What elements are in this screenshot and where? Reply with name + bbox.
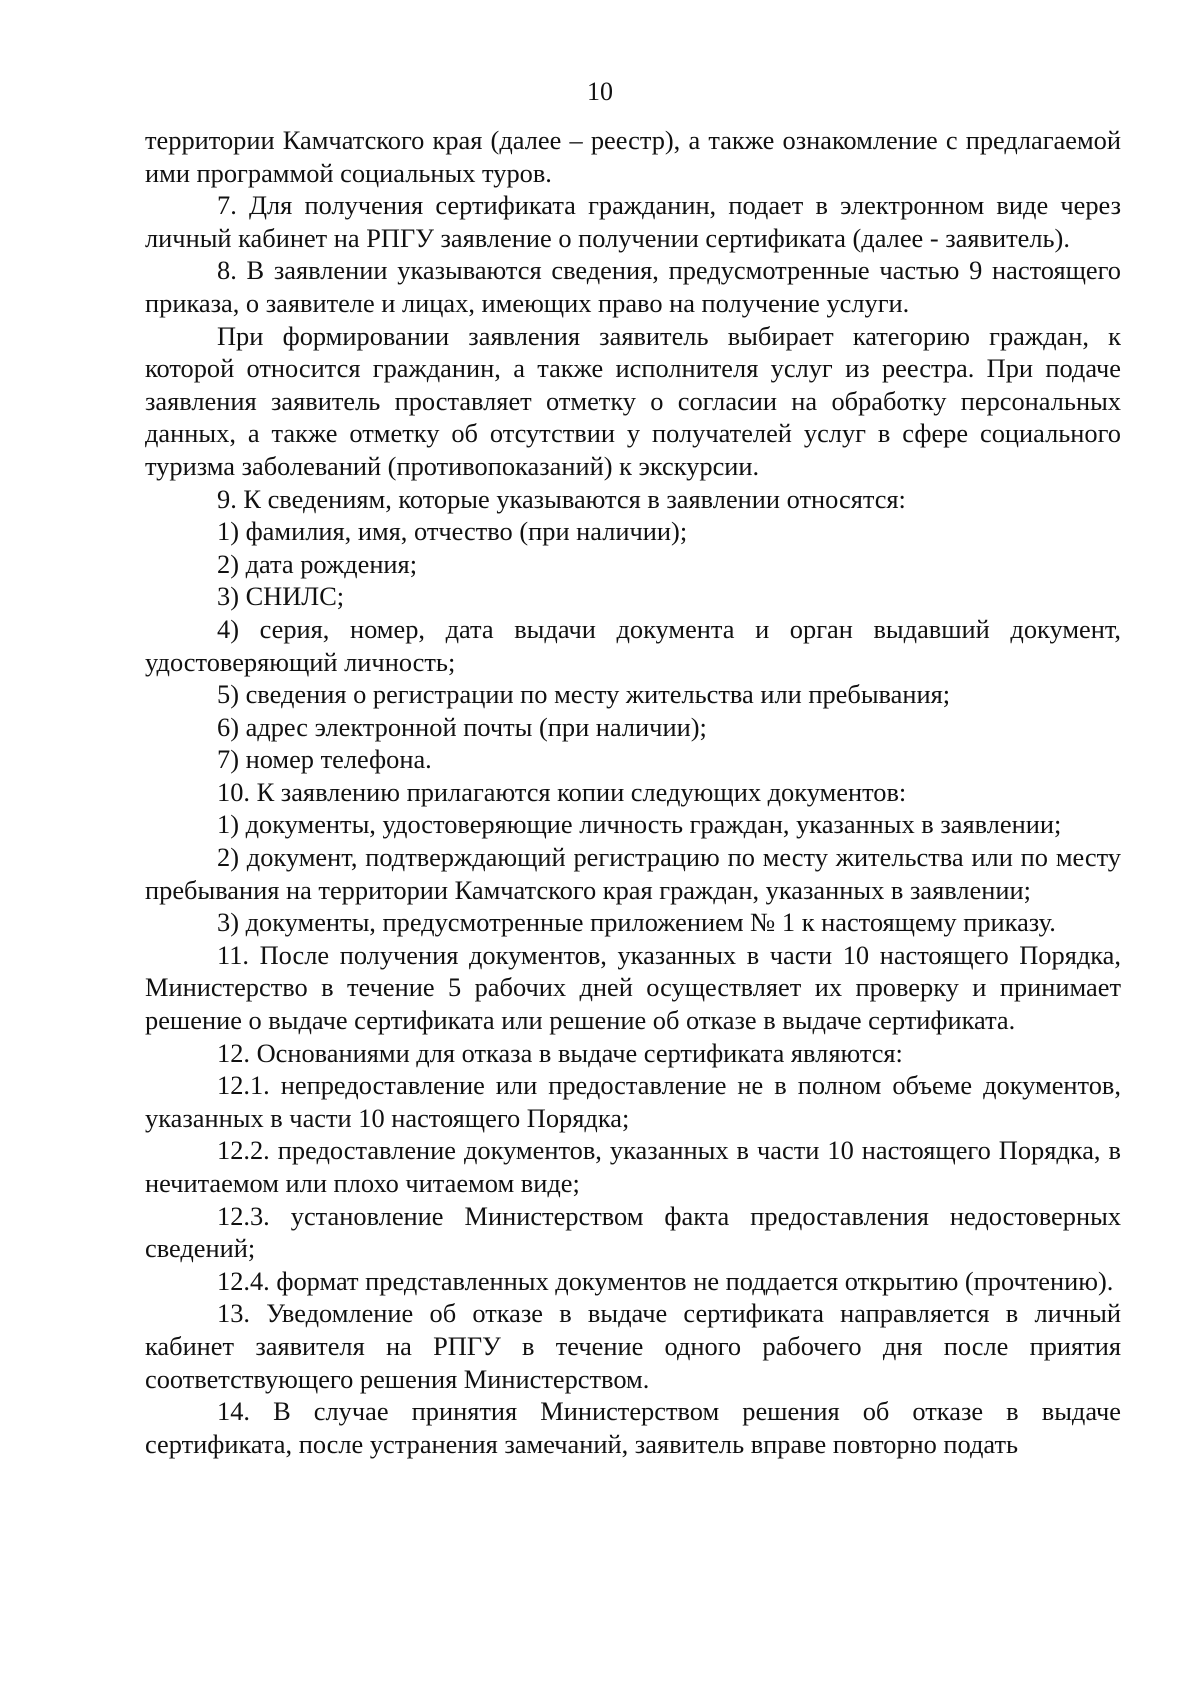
list-item-9-5: 5) сведения о регистрации по месту жительства или пребывания; <box>217 679 951 710</box>
paragraph-8: 8. В заявлении указываются сведения, предусмотренные частью 9 настоящего приказа, о заявителе и лицах, имеющих право на получение услуги. <box>145 255 1121 318</box>
paragraph-continuation: территории Камчатского края (далее – реестр), а также ознакомление с предлагаемой ими программой социальных туров. <box>145 125 1121 188</box>
document-body <box>145 124 1121 1460</box>
list-item-12-3: 12.3. установление Министерством факта предоставления недостоверных сведений; <box>145 1200 1121 1264</box>
page-number: 10 <box>587 77 613 106</box>
paragraph-9: 9. К сведениям, которые указываются в заявлении относятся: <box>217 483 906 514</box>
list-item-10-1: 1) документы, удостоверяющие личность граждан, указанных в заявлении; <box>217 809 1062 840</box>
paragraph-13: 13. Уведомление об отказе в выдаче сертификата направляется в личный кабинет заявителя на РПГУ в течение одного рабочего дня после приятия соответствующего решения Министерством. <box>145 1298 1121 1394</box>
list-item-9-1: 1) фамилия, имя, отчество (при наличии); <box>217 516 688 547</box>
list-item-12-4: 12.4. формат представленных документов не поддается открытию (прочтению). <box>217 1265 1114 1296</box>
paragraph-7: 7. Для получения сертификата гражданин, подает в электронном виде через личный кабинет на РПГУ заявление о получении сертификата (далее - заявитель). <box>145 190 1121 253</box>
list-item-10-3: 3) документы, предусмотренные приложением № 1 к настоящему приказу. <box>217 907 1056 938</box>
paragraph-14: 14. В случае принятия Министерством решения об отказе в выдаче сертификата, после устранения замечаний, заявитель вправе повторно подать <box>145 1396 1121 1459</box>
list-item-9-7: 7) номер телефона. <box>217 744 432 775</box>
list-item-9-6: 6) адрес электронной почты (при наличии); <box>217 711 707 742</box>
paragraph-application-forming: При формировании заявления заявитель выбирает категорию граждан, к которой относится гражданин, а также исполнителя услуг из реестра. При подаче заявления заявитель проставляет отметку о согласии на обработку персональных данных, а также отметку об отсутствии у получателей услуг в сфере социального туризма заболеваний (противопоказаний) к экскурсии. <box>145 320 1121 481</box>
paragraph-11: 11. После получения документов, указанных в части 10 настоящего Порядка, Министерство в течение 5 рабочих дней осуществляет их проверку и принимает решение о выдаче сертификата или решение об отказе в выдаче сертификата. <box>145 939 1121 1036</box>
list-item-9-4: 4) серия, номер, дата выдачи документа и орган выдавший документ, удостоверяющий личность; <box>145 613 1121 677</box>
paragraph-12: 12. Основаниями для отказа в выдаче сертификата являются: <box>217 1037 903 1068</box>
list-item-9-3: 3) СНИЛС; <box>217 581 345 612</box>
paragraph-10: 10. К заявлению прилагаются копии следующих документов: <box>217 776 907 807</box>
list-item-12-2: 12.2. предоставление документов, указанных в части 10 настоящего Порядка, в нечитаемом или плохо читаемом виде; <box>145 1135 1121 1198</box>
list-item-12-1: 12.1. непредоставление или предоставление не в полном объеме документов, указанных в части 10 настоящего Порядка; <box>145 1070 1121 1133</box>
list-item-10-2: 2) документ, подтверждающий регистрацию по месту жительства или по месту пребывания на территории Камчатского края граждан, указанных в заявлении; <box>145 842 1121 905</box>
list-item-9-2: 2) дата рождения; <box>217 548 418 579</box>
